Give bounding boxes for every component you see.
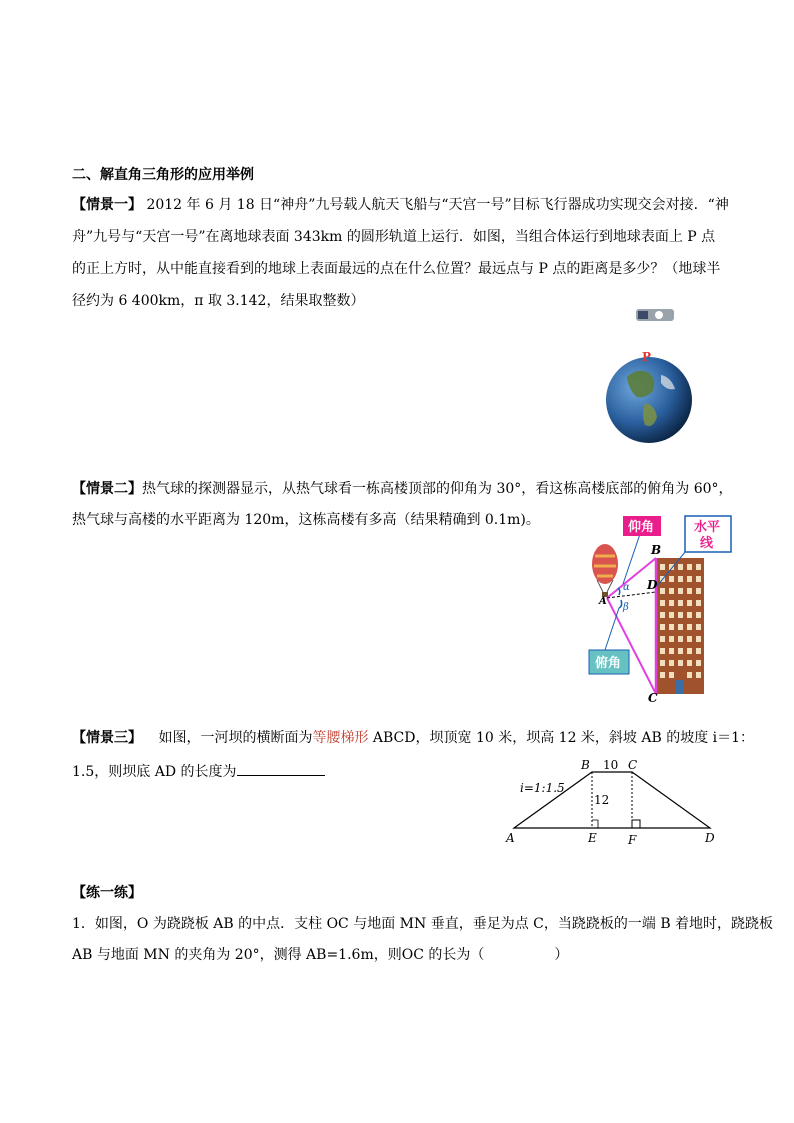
trap-point-b: B	[581, 758, 590, 772]
hot-air-balloon-icon	[592, 544, 618, 584]
scene1-text1: 2012 年 6 月 18 日“神舟”九号载人航天飞船与“天宫一号”目标飞行器成功实现交会对接．“神	[146, 197, 729, 213]
building-door	[675, 680, 683, 694]
scene3-tag: 【情景三】	[72, 730, 142, 746]
depression-angle-text: 俯角	[595, 656, 622, 671]
trapezoid-svg	[502, 756, 727, 848]
scene1-line3: 的正上方时，从中能直接看到的地球上表面最远的点在什么位置？最远点与 P 点的距离是多少？（地球半	[72, 261, 721, 277]
practice-q1-close: ）	[554, 947, 569, 963]
answer-blank[interactable]	[237, 761, 325, 776]
balloon-building-svg	[585, 512, 735, 704]
scene3-text-red: 等腰梯形	[312, 730, 369, 746]
scene3-line1	[72, 729, 754, 747]
point-d-label: D	[647, 578, 658, 592]
trap-point-a: A	[506, 831, 515, 845]
scene3-text-post: ABCD，坝顶宽 10 米，坝高 12 米，斜坡 AB 的坡度 i＝1：	[368, 730, 755, 746]
scene3-text-pre: 如图，一河坝的横断面为	[158, 730, 313, 746]
practice-q1-line2	[72, 946, 568, 964]
scene1-line2: 舟”九号与“天宫一号”在离地球表面 343km 的圆形轨道上运行．如图，当组合体运行到地球表面上 P 点	[72, 229, 716, 245]
trap-point-d: D	[705, 831, 715, 845]
scene3-line2	[72, 761, 325, 781]
horizontal-line-text-1: 水平	[694, 520, 721, 535]
scene1-line4: 径约为 6 400km，π 取 3.142，结果取整数）	[72, 293, 365, 309]
earth-figure	[605, 305, 695, 450]
point-c-label: C	[648, 691, 658, 704]
beta-label: β	[623, 602, 629, 613]
elevation-angle-text: 仰角	[628, 520, 655, 535]
practice-q1-line1: 1．如图，O 为跷跷板 AB 的中点．支柱 OC 与地面 MN 垂直，垂足为点 C，当跷跷板的一端 B 着地时，跷跷板	[72, 916, 774, 932]
top-width-label: 10	[603, 758, 619, 772]
point-a-label: A	[599, 596, 607, 607]
trap-point-f: F	[628, 833, 637, 847]
earth-globe-icon	[606, 357, 692, 443]
point-b-label: B	[651, 543, 662, 557]
horizontal-line-text-2: 线	[700, 536, 714, 551]
trapezoid-figure	[502, 756, 727, 848]
scene2-text1: 热气球的探测器显示，从热气球看一栋高楼顶部的仰角为 30°，看这栋高楼底部的俯角为 60°，	[142, 481, 733, 497]
scene1-line1	[72, 196, 729, 214]
practice-q1-text: AB 与地面 MN 的夹角为 20°，测得 AB=1.6m，则OC 的长为（	[72, 947, 485, 963]
slope-label: i=1:1.5	[520, 781, 565, 795]
height-label: 12	[594, 793, 610, 807]
scene2-line2: 热气球与高楼的水平距离为 120m，这栋高楼有多高（结果精确到 0.1m)。	[72, 512, 540, 528]
trap-point-c: C	[628, 758, 638, 772]
scene1-tag: 【情景一】	[72, 197, 142, 213]
alpha-label: α	[623, 582, 630, 593]
practice-tag: 【练一练】	[72, 885, 142, 901]
scene3-line2-text: 1.5，则坝底 AD 的长度为	[72, 764, 237, 780]
trap-point-e: E	[588, 831, 597, 845]
point-p-label: P	[642, 350, 652, 364]
section-title: 二、解直角三角形的应用举例	[72, 167, 254, 183]
scene2-line1	[72, 480, 733, 498]
scene2-tag: 【情景二】	[72, 481, 142, 497]
earth-figure-svg	[605, 305, 695, 450]
balloon-building-figure	[585, 512, 735, 704]
